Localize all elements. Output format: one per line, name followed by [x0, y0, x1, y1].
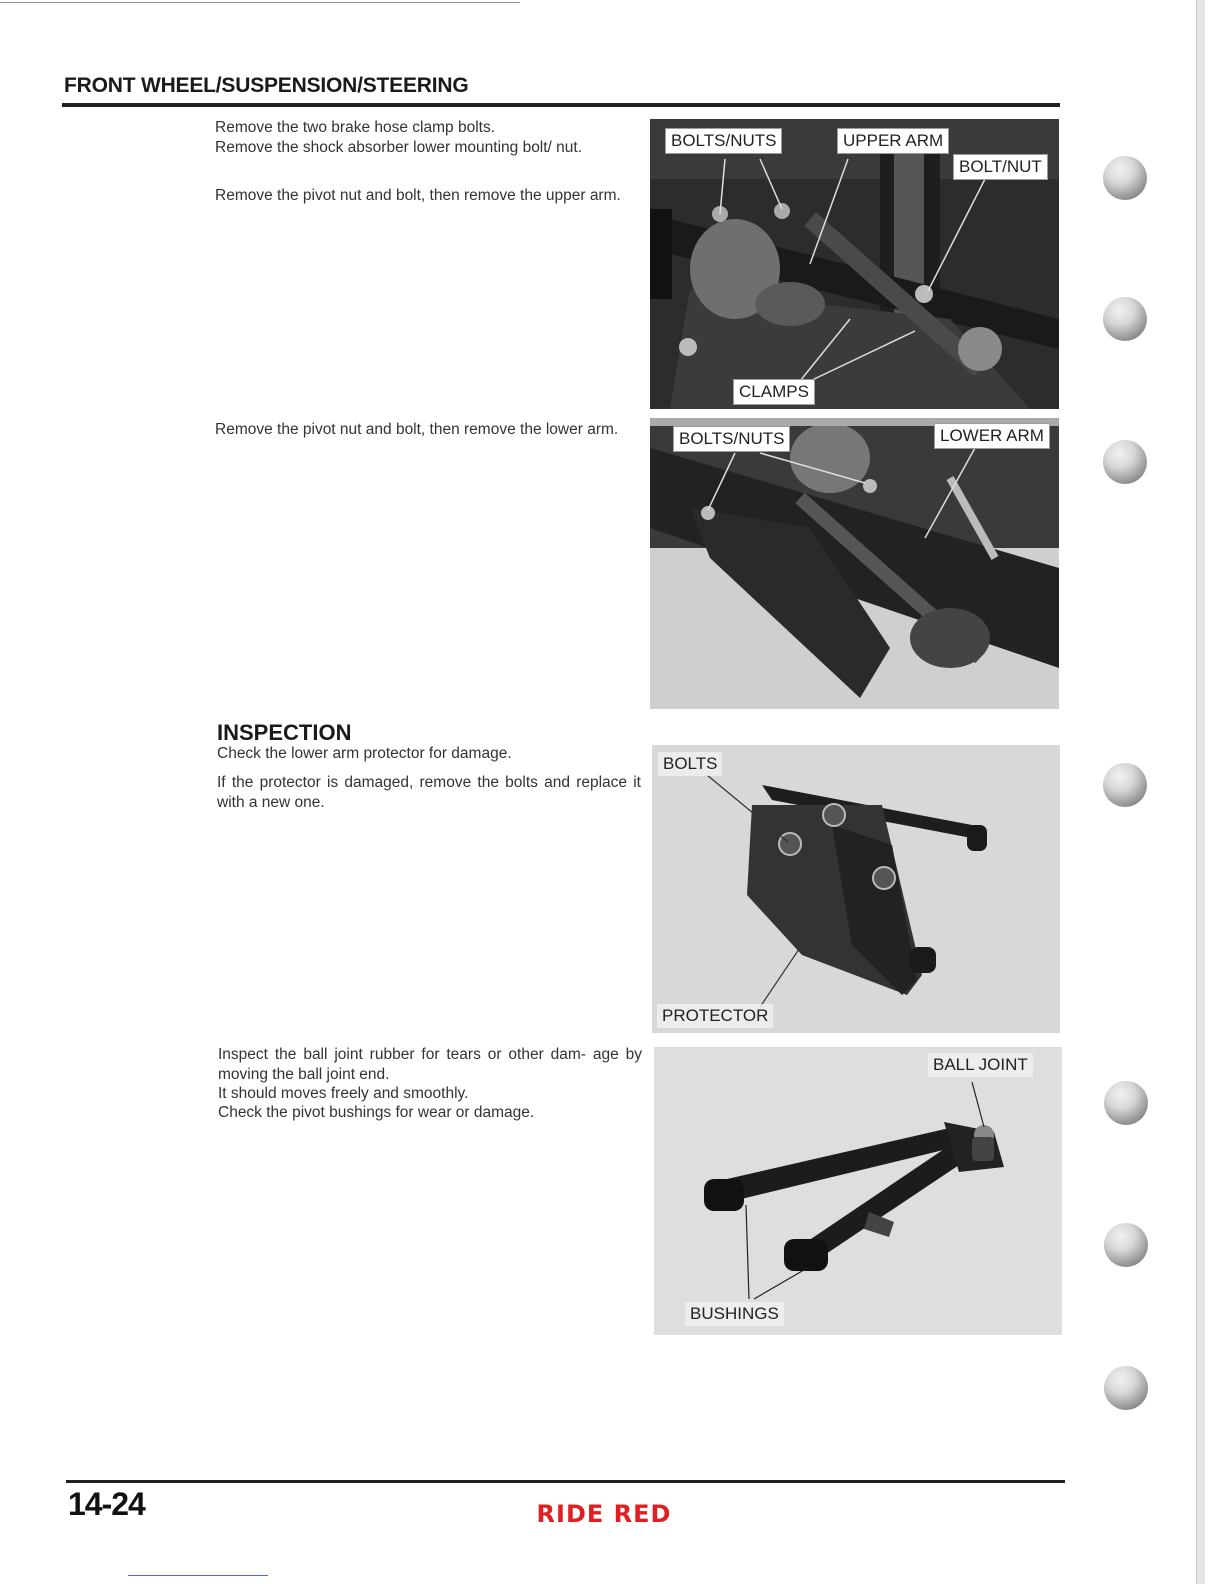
- fig4-bushings-label: BUSHINGS: [685, 1302, 784, 1326]
- upper-arm-photo: [650, 119, 1059, 409]
- binder-hole: [1104, 1223, 1148, 1267]
- fig4-ball-joint-label: BALL JOINT: [928, 1053, 1033, 1077]
- binder-hole: [1104, 1366, 1148, 1410]
- bottom-link-underline: [128, 1575, 268, 1576]
- page-top-edge: [0, 2, 520, 3]
- protector-replace-text: If the protector is damaged, remove the bolts and replace it with a new one.: [217, 774, 641, 811]
- ball-joint-inspect-text: Inspect the ball joint rubber for tears or other dam- age by moving the ball joint end.: [218, 1046, 642, 1083]
- ball-joint-photo: [654, 1047, 1062, 1335]
- binder-hole: [1103, 297, 1147, 341]
- inspection-heading: INSPECTION: [217, 720, 352, 745]
- lower-arm-step: Remove the pivot nut and bolt, then remove the lower arm.: [215, 421, 619, 438]
- bushings-check-text: Check the pivot bushings for wear or damage.: [218, 1104, 535, 1121]
- ball-joint-smooth-text: It should moves freely and smoothly.: [218, 1085, 469, 1102]
- upper-arm-step-1: Remove the two brake hose clamp bolts.: [215, 119, 495, 136]
- fig2-bolts-nuts-label: BOLTS/NUTS: [673, 426, 790, 452]
- brand-mark: RIDE RED: [536, 1500, 672, 1528]
- fig1-bolts-nuts-label: BOLTS/NUTS: [665, 128, 782, 154]
- fig2-lower-arm-label: LOWER ARM: [934, 423, 1050, 449]
- fig1-upper-arm-label: UPPER ARM: [837, 128, 949, 154]
- binder-hole: [1103, 156, 1147, 200]
- footer-rule: [66, 1480, 1065, 1483]
- page-number: 14-24: [68, 1486, 145, 1522]
- page-binding-edge: [1196, 0, 1205, 1584]
- binder-hole: [1103, 440, 1147, 484]
- upper-arm-step-3: Remove the pivot nut and bolt, then remove the upper arm.: [215, 187, 621, 204]
- page-title: FRONT WHEEL/SUSPENSION/STEERING: [64, 74, 469, 97]
- binder-hole: [1103, 763, 1147, 807]
- binder-hole: [1104, 1081, 1148, 1125]
- protector-check-text: Check the lower arm protector for damage.: [217, 745, 512, 762]
- upper-arm-step-2: Remove the shock absorber lower mounting bolt/ nut.: [215, 139, 583, 156]
- lower-arm-photo: [650, 418, 1059, 709]
- fig1-clamps-label: CLAMPS: [733, 379, 815, 405]
- fig3-bolts-label: BOLTS: [658, 752, 722, 776]
- header-rule: [62, 103, 1060, 107]
- fig1-bolt-nut-label: BOLT/NUT: [953, 154, 1048, 180]
- fig3-protector-label: PROTECTOR: [657, 1004, 773, 1028]
- protector-photo: [652, 745, 1060, 1033]
